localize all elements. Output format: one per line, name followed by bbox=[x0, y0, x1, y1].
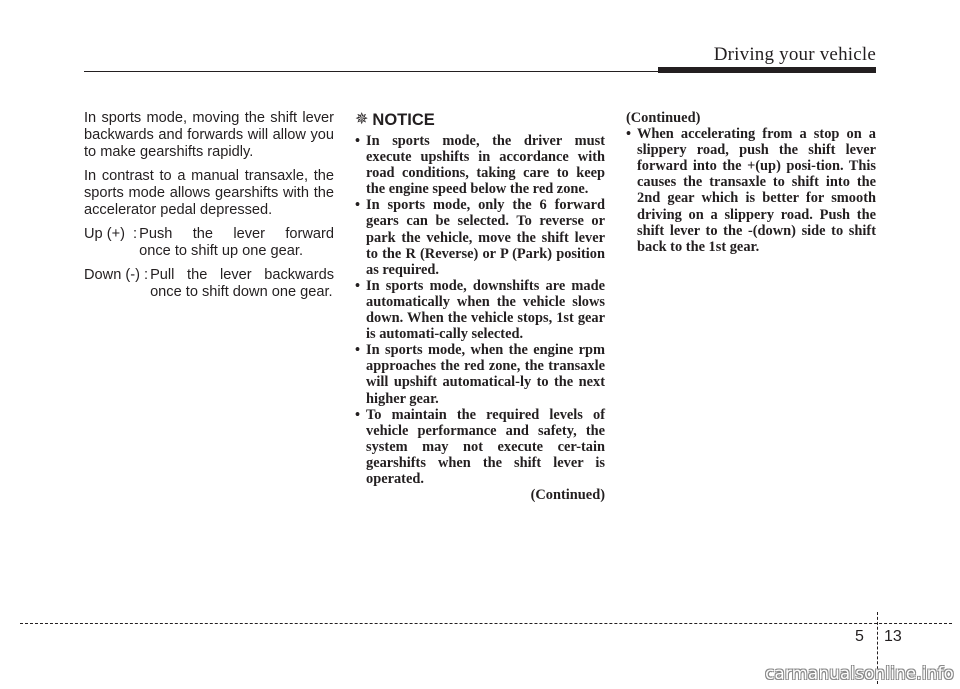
notice-title-text: NOTICE bbox=[372, 111, 435, 129]
gear-down-label: Down (-) : bbox=[84, 267, 149, 283]
notice-bullet-list bbox=[355, 133, 605, 487]
page-number: 13 bbox=[884, 628, 902, 645]
gear-up-label: Up (+) : bbox=[84, 226, 138, 242]
gear-down-description bbox=[150, 267, 334, 301]
left-column bbox=[84, 110, 334, 308]
gear-down-instruction bbox=[84, 267, 334, 301]
notice-heading bbox=[355, 110, 605, 130]
notice-continued-column bbox=[626, 110, 876, 255]
notice-bullet: • In sports mode, when the engine rpm approaches the red zone, the transaxle will upshift automatical-ly to the next higher gear. bbox=[355, 342, 605, 406]
section-number: 5 bbox=[855, 628, 864, 645]
notice-star-icon: ✵ bbox=[355, 111, 369, 128]
gear-up-description-line1: Push the lever forward bbox=[139, 226, 334, 242]
continued-marker: (Continued) bbox=[530, 487, 605, 504]
notice-bullet: • In sports mode, downshifts are made automatically when the vehicle slows down. When the vehicle stops, 1st gear is automati-cally selected. bbox=[355, 278, 605, 342]
continued-heading: (Continued) bbox=[626, 110, 701, 126]
notice-bullet: • To maintain the required levels of vehicle performance and safety, the system may not execute cer-tain gearshifts when the shift lever is operated. bbox=[355, 407, 605, 487]
notice-column bbox=[355, 110, 605, 503]
notice-bullet: • When accelerating from a stop on a slippery road, push the shift lever forward into the +(up) posi-tion. This causes the transaxle to shift into the 2nd gear which is better for smooth driving on a slippery road. Push the shift lever to the -(down) side to shift back to the 1st gear. bbox=[626, 126, 876, 255]
section-header-title: Driving your vehicle bbox=[713, 44, 876, 65]
gear-up-description-rest: once to shift up one gear. bbox=[139, 243, 304, 259]
body-paragraph: In contrast to a manual transaxle, the sports mode allows gearshifts with the accelerator pedal depressed. bbox=[84, 168, 334, 218]
gear-down-description-rest: once to shift down one gear. bbox=[150, 284, 333, 300]
watermark-text: carmanualsonline.info bbox=[765, 664, 954, 683]
gear-up-instruction bbox=[84, 226, 334, 260]
notice-continued-bullet-list bbox=[626, 126, 876, 255]
footer-rule bbox=[20, 623, 952, 624]
notice-bullet: • In sports mode, the driver must execute upshifts in accordance with road conditions, taking care to keep the engine speed below the red zone. bbox=[355, 133, 605, 197]
body-paragraph: In sports mode, moving the shift lever backwards and forwards will allow you to make gearshifts rapidly. bbox=[84, 110, 334, 160]
gear-up-description bbox=[139, 226, 334, 260]
notice-bullet: • In sports mode, only the 6 forward gears can be selected. To reverse or park the vehicle, move the shift lever to the R (Reverse) or P (Park) position as required. bbox=[355, 197, 605, 277]
header-rule-accent bbox=[658, 67, 876, 73]
gear-down-description-line1: Pull the lever backwards bbox=[150, 267, 334, 283]
header-rule bbox=[84, 71, 664, 72]
